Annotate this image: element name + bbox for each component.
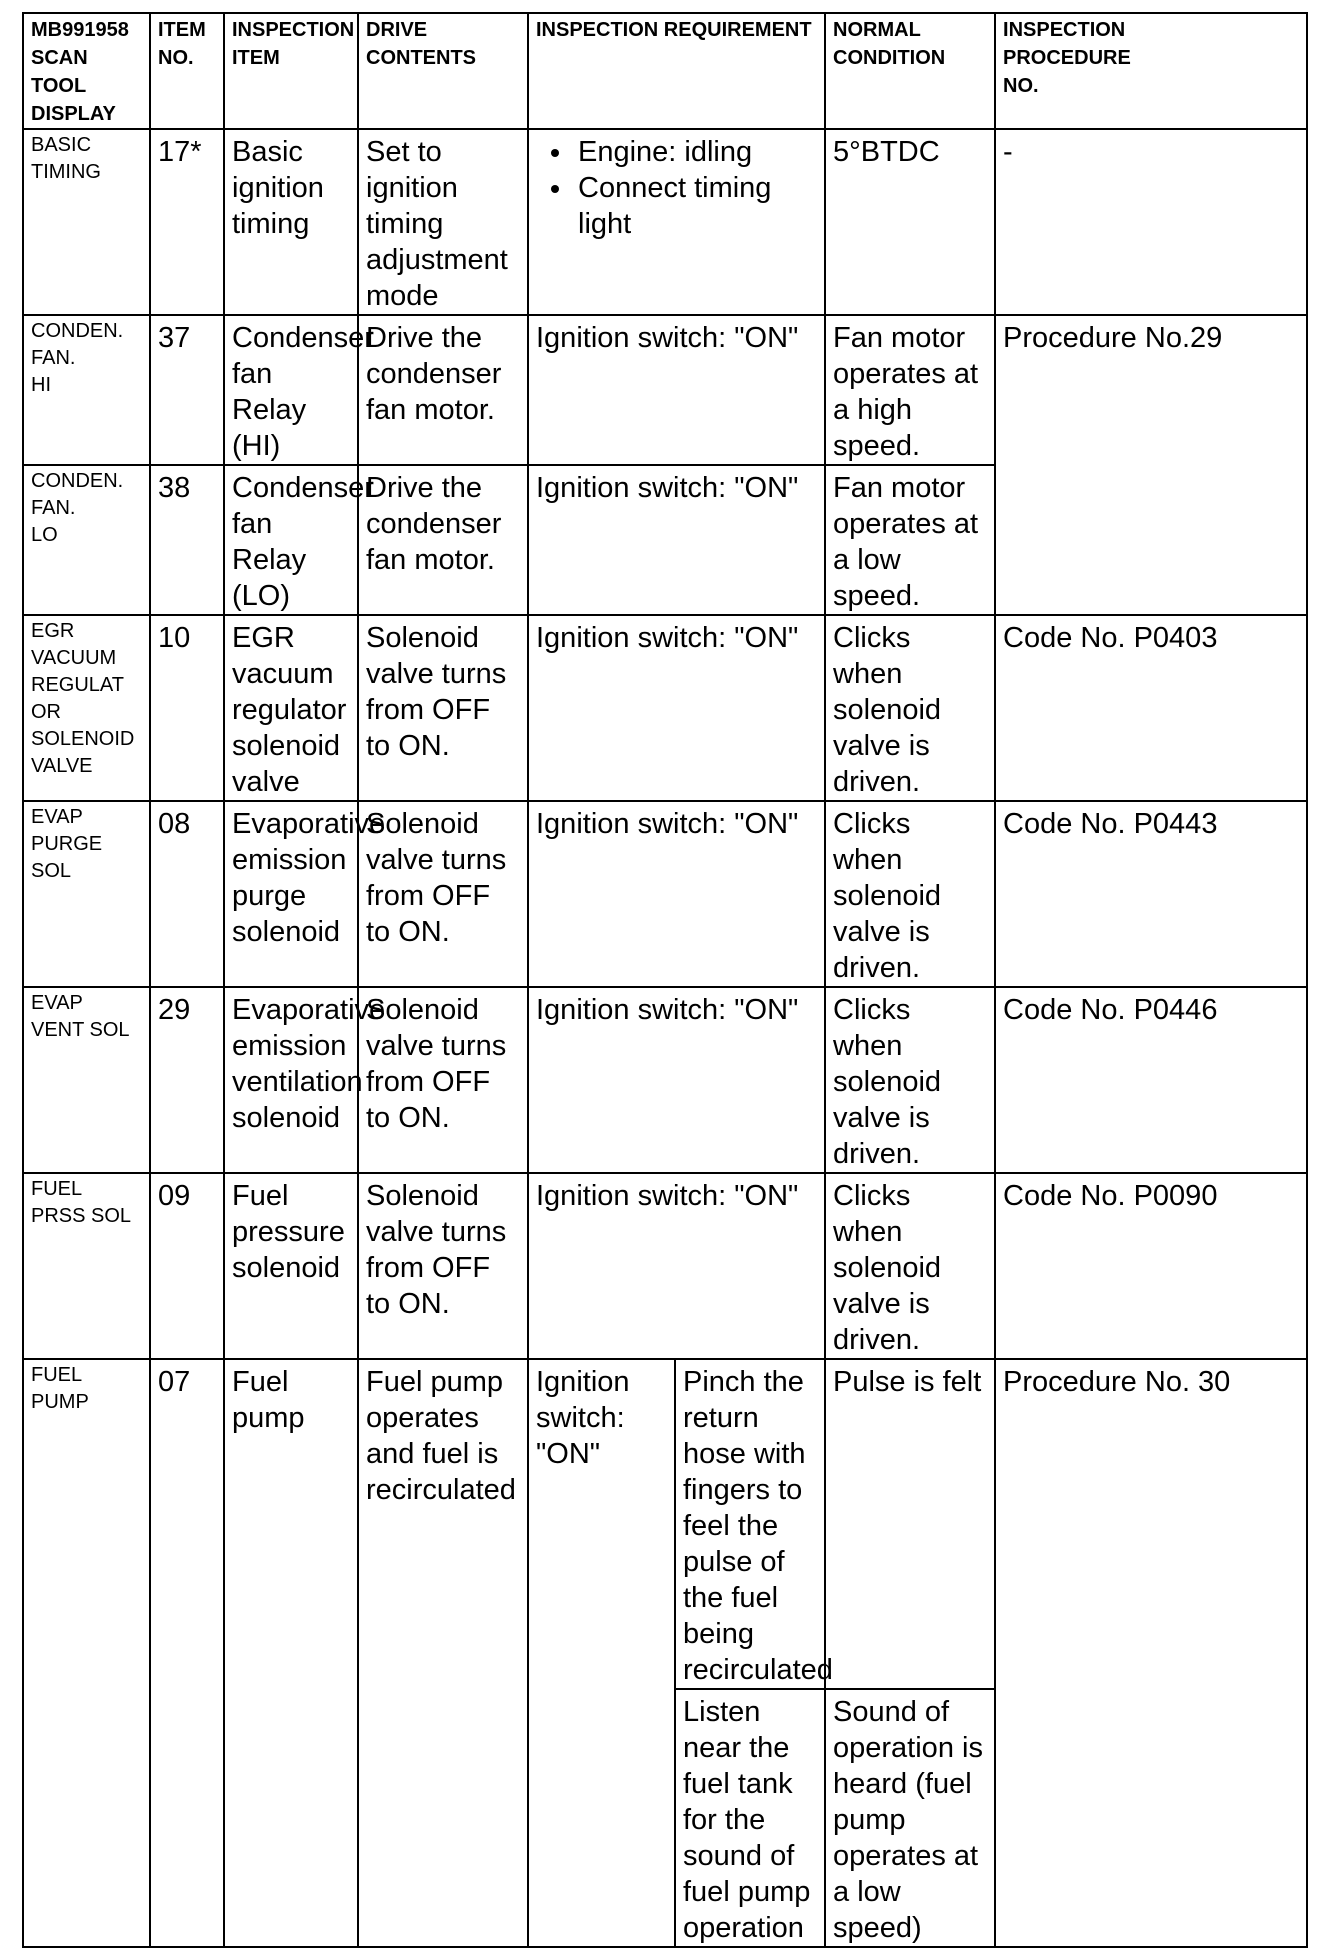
header-display: MB991958 SCAN TOOL DISPLAY [23,13,150,129]
drive-contents-cell: Solenoid valve turns from OFF to ON. [358,987,528,1173]
header-item-no: ITEM NO. [150,13,224,129]
header-requirement: INSPECTION REQUIREMENT [528,13,825,129]
list-item: • Engine: idling [574,134,817,170]
requirement-cell: Ignition switch: "ON" [528,615,825,801]
requirement-cell: Ignition switch: "ON" [528,801,825,987]
requirement-cell: Ignition switch: "ON" [528,315,825,465]
procedure-cell: Code No. P0090 [995,1173,1307,1359]
check-method-cell: Pinch the return hose with fingers to feel the pulse of the fuel being recirculated [675,1359,825,1689]
display-cell: BASIC TIMING [23,129,150,315]
header-procedure: INSPECTION PROCEDURE NO. [995,13,1307,129]
inspection-item-cell: Condenser fan Relay (LO) [224,465,358,615]
drive-contents-cell: Fuel pump operates and fuel is recirculated [358,1359,528,1947]
inspection-item-cell: Evaporative emission purge solenoid [224,801,358,987]
requirement-cell: Ignition switch: "ON" [528,465,825,615]
procedure-cell: Procedure No.29 [995,315,1307,615]
normal-cell: Fan motor operates at a high speed. [825,315,995,465]
display-cell: CONDEN. FAN. HI [23,315,150,465]
table-row [23,801,1307,987]
check-method-cell: Listen near the fuel tank for the sound of fuel pump operation [675,1689,825,1947]
inspection-item-cell: EGR vacuum regulator solenoid valve [224,615,358,801]
item-no-cell: 07 [150,1359,224,1947]
item-no-cell: 29 [150,987,224,1173]
procedure-cell: Procedure No. 30 [995,1359,1307,1947]
normal-cell: 5°BTDC [825,129,995,315]
inspection-item-cell: Evaporative emission ventilation solenoid [224,987,358,1173]
display-cell: FUEL PRSS SOL [23,1173,150,1359]
drive-contents-cell: Solenoid valve turns from OFF to ON. [358,1173,528,1359]
inspection-item-cell: Basic ignition timing [224,129,358,315]
display-cell: EVAP VENT SOL [23,987,150,1173]
item-no-cell: 37 [150,315,224,465]
requirement-cell [528,129,825,315]
requirement-cell: Ignition switch: "ON" [528,1359,675,1947]
procedure-cell: Code No. P0446 [995,987,1307,1173]
item-no-cell: 38 [150,465,224,615]
inspection-item-cell: Fuel pressure solenoid [224,1173,358,1359]
requirement-list [536,134,817,242]
item-no-cell: 08 [150,801,224,987]
requirement-cell: Ignition switch: "ON" [528,987,825,1173]
drive-contents-cell: Solenoid valve turns from OFF to ON. [358,615,528,801]
item-no-cell: 09 [150,1173,224,1359]
header-normal: NORMAL CONDITION [825,13,995,129]
procedure-cell: - [995,129,1307,315]
table-row [23,615,1307,801]
table-row [23,129,1307,315]
drive-contents-cell: Drive the condenser fan motor. [358,315,528,465]
table-row [23,1359,1307,1689]
table-row [23,315,1307,465]
normal-cell: Clicks when solenoid valve is driven. [825,801,995,987]
drive-contents-cell: Set to ignition timing adjustment mode [358,129,528,315]
display-cell: CONDEN. FAN. LO [23,465,150,615]
drive-contents-cell: Solenoid valve turns from OFF to ON. [358,801,528,987]
header-drive-contents: DRIVE CONTENTS [358,13,528,129]
header-row [23,13,1307,129]
normal-cell: Sound of operation is heard (fuel pump operates at a low speed) [825,1689,995,1947]
table-row [23,1173,1307,1359]
normal-cell: Clicks when solenoid valve is driven. [825,1173,995,1359]
drive-contents-cell: Drive the condenser fan motor. [358,465,528,615]
list-item: • Connect timing light [574,170,817,242]
normal-cell: Pulse is felt [825,1359,995,1689]
requirement-cell: Ignition switch: "ON" [528,1173,825,1359]
display-cell: FUEL PUMP [23,1359,150,1947]
procedure-cell: Code No. P0403 [995,615,1307,801]
inspection-item-cell: Fuel pump [224,1359,358,1947]
item-no-cell: 10 [150,615,224,801]
display-cell: EVAP PURGE SOL [23,801,150,987]
procedure-cell: Code No. P0443 [995,801,1307,987]
header-inspection-item: INSPECTION ITEM [224,13,358,129]
normal-cell: Clicks when solenoid valve is driven. [825,987,995,1173]
item-no-cell: 17* [150,129,224,315]
inspection-table [22,12,1308,1948]
display-cell: EGR VACUUM REGULAT OR SOLENOID VALVE [23,615,150,801]
normal-cell: Clicks when solenoid valve is driven. [825,615,995,801]
table-row [23,987,1307,1173]
inspection-item-cell: Condenser fan Relay (HI) [224,315,358,465]
normal-cell: Fan motor operates at a low speed. [825,465,995,615]
